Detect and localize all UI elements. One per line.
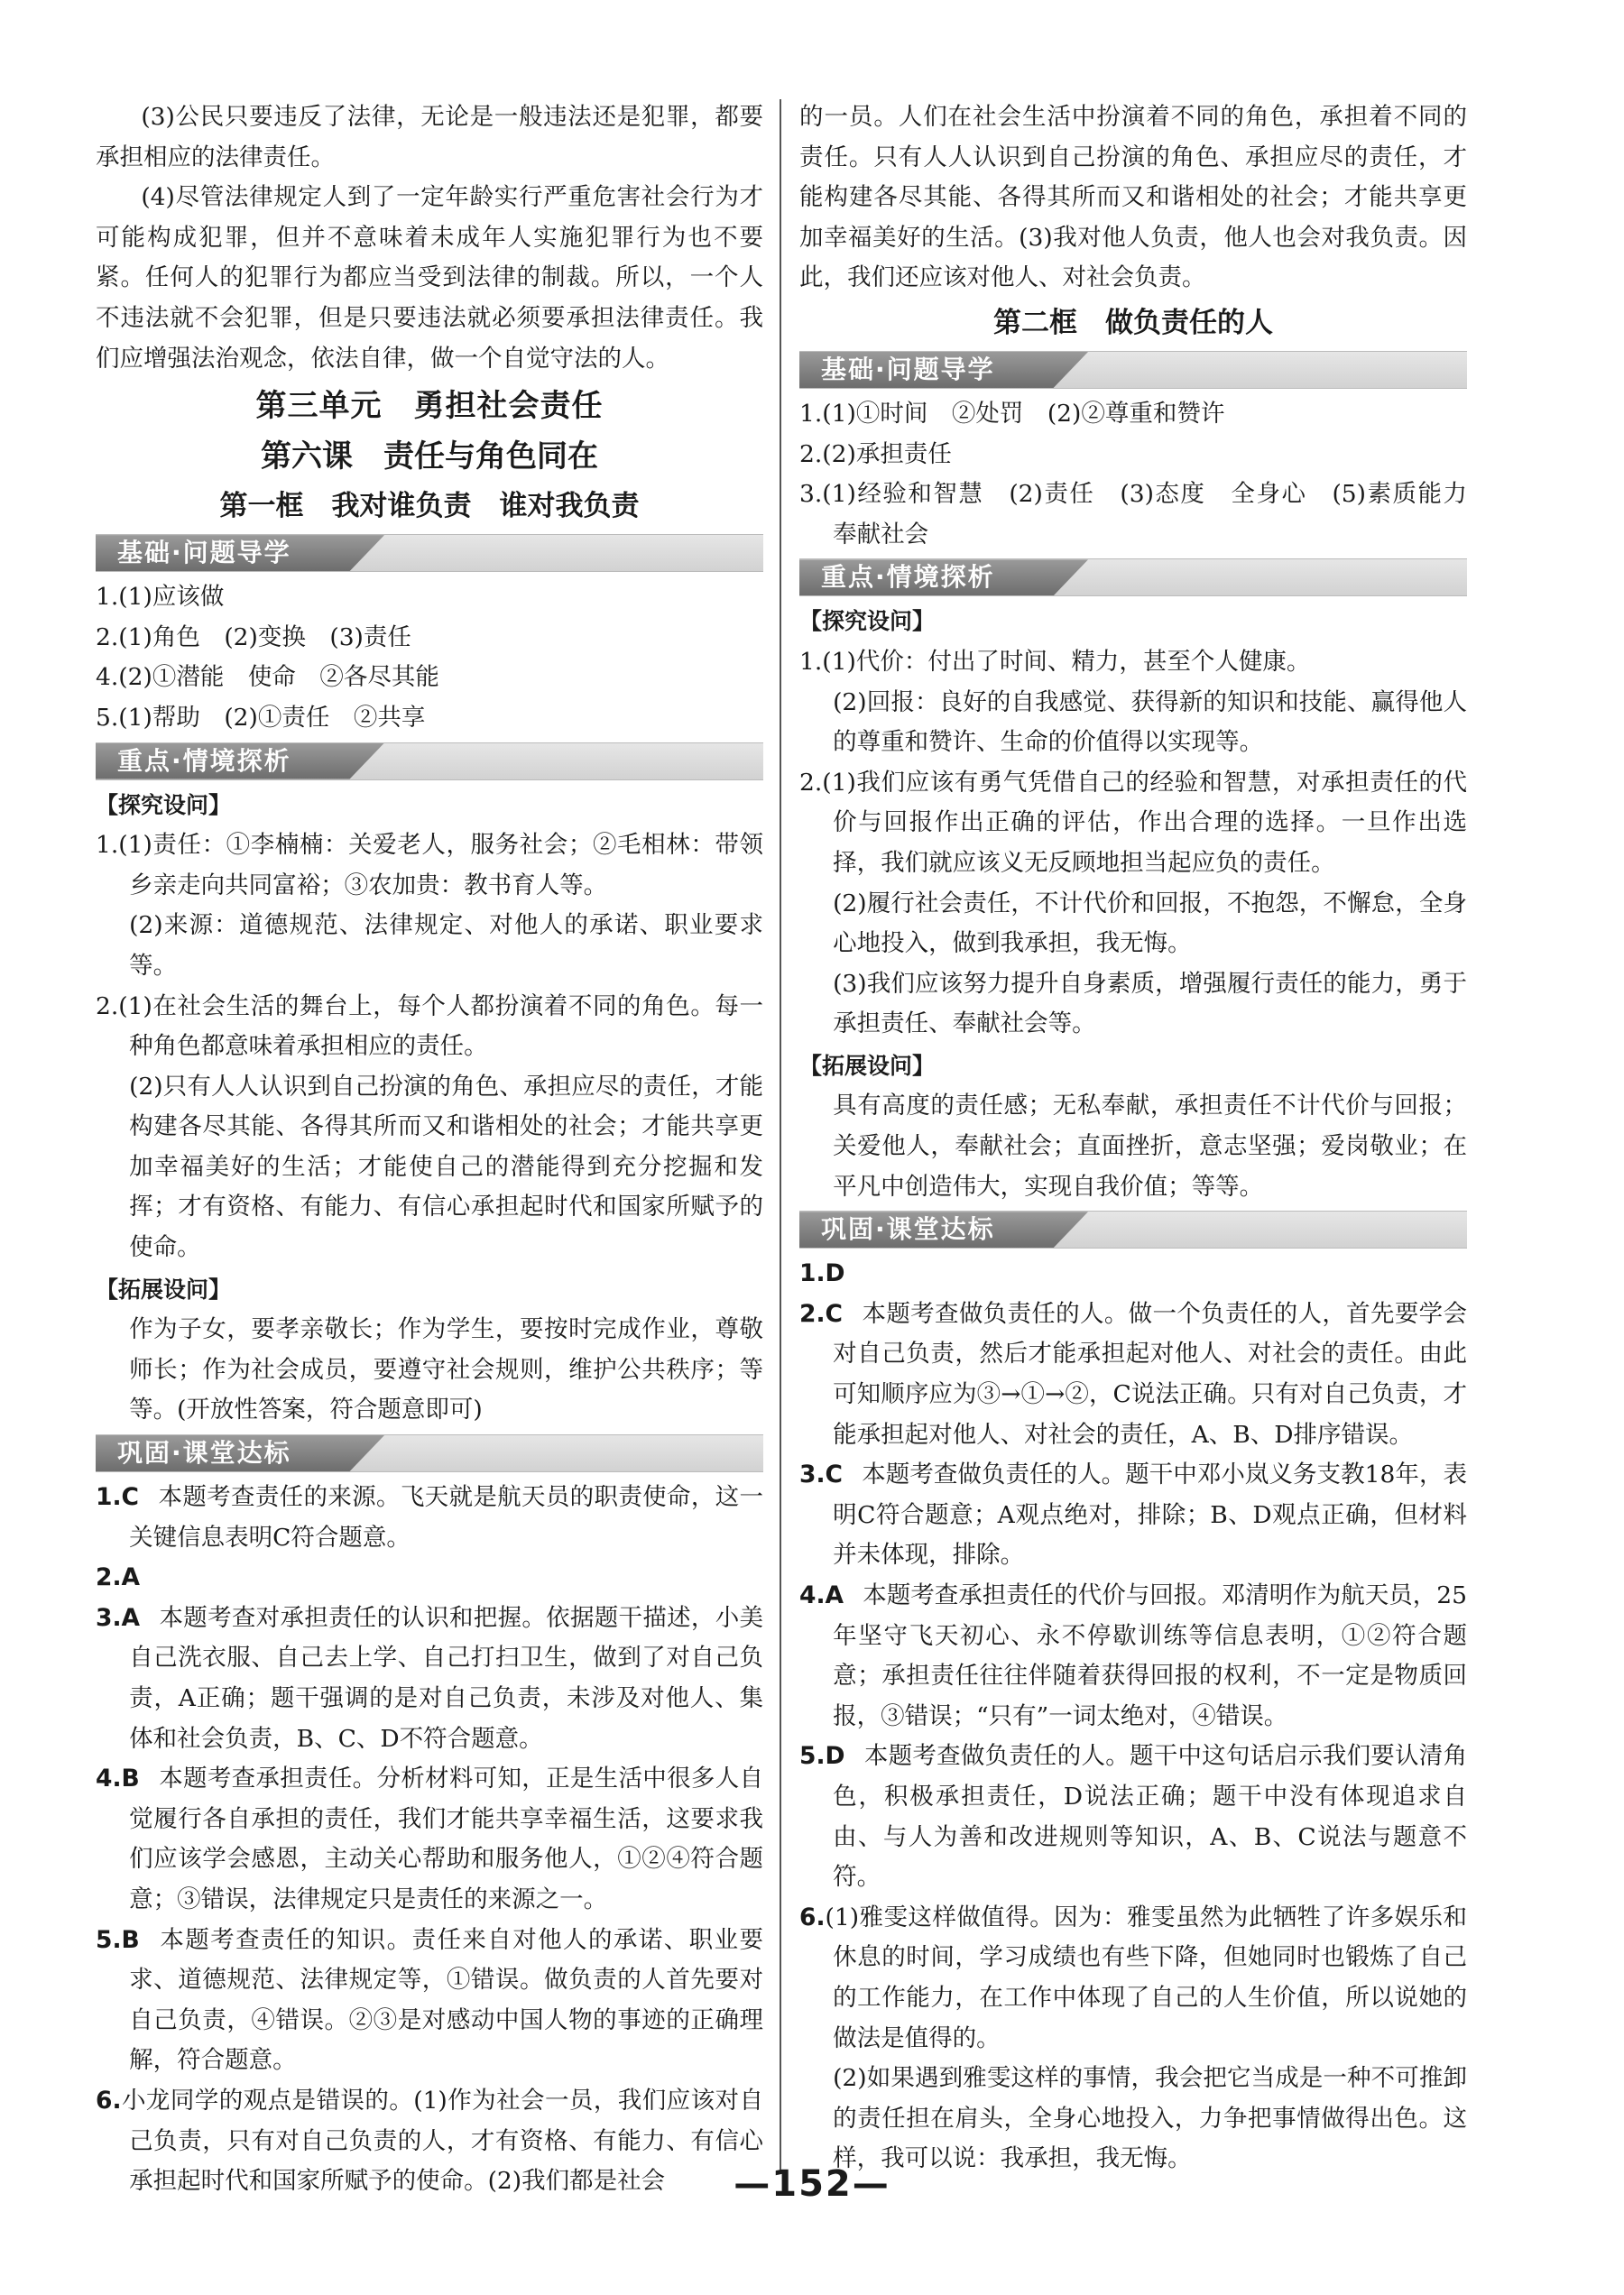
- answer-letter: B: [121, 1925, 140, 1954]
- answer-subitem: 具有高度的责任感；无私奉献，承担责任不计代价与回报；关爱他人，奉献社会；直面挫折，意志坚强；爱岗敬业；在平凡中创造伟大，实现自我价值；等等。: [833, 1092, 1467, 1201]
- left-column: [96, 97, 763, 2202]
- section-banner: [96, 742, 763, 780]
- banner-label: 重点·情境探析: [117, 745, 291, 776]
- section-banner: [96, 1434, 763, 1472]
- item-number: 3.: [799, 1461, 826, 1489]
- banner-label: 重点·情境探析: [821, 562, 995, 593]
- section-banner: [799, 351, 1467, 389]
- question-label: 【探究设问】: [799, 608, 936, 635]
- item-number: 6.: [96, 2086, 122, 2115]
- explanation: (1)雅雯这样做值得。因为：雅雯虽然为此牺牲了许多娱乐和休息的时间，学习成绩也有些下降，但她同时也锻炼了自己的工作能力，在工作中体现了自己的人生价值，所以说她的做法是值得的。: [825, 1903, 1467, 2052]
- answer-item: [96, 1478, 763, 1558]
- explanation: 本题考查承担责任的代价与回报。邓清明作为航天员，25年坚守飞天初心、永不停歇训练等信息表明，①②符合题意；承担责任往往伴随着获得回报的权利，不一定是物质回报，③错误；“只有”一词太绝对，④错误。: [833, 1581, 1467, 1730]
- banner-label: 基础·问题导学: [117, 538, 291, 568]
- answer-item: [799, 1576, 1467, 1737]
- question-label: 【拓展设问】: [96, 1276, 232, 1303]
- item-number: 2.: [799, 1299, 826, 1328]
- answer-subitem: (2)来源：道德规范、法律规定、对他人的承诺、职业要求等。: [129, 911, 763, 980]
- explanation: 本题考查对承担责任的认识和把握。依据题干描述，小美自己洗衣服、自己去上学、自己打扫卫生，做到了对自己负责，A正确；题干强调的是对自己负责，未涉及对他人、集体和社会负责，B、C、D不符合题意。: [129, 1603, 763, 1753]
- answer-item: [799, 1254, 1467, 1295]
- answer-letter: A: [825, 1581, 844, 1609]
- column-divider: [780, 99, 781, 2174]
- answer-letter: D: [825, 1742, 845, 1771]
- answer-item: [799, 1295, 1467, 1455]
- answer-item: [96, 1558, 763, 1599]
- answer-letter: C: [121, 1483, 139, 1512]
- paragraph: (4)尽管法律规定人到了一定年龄实行严重危害社会行为才可能构成犯罪，但并不意味着未成年人实施犯罪行为也不要紧。任何人的犯罪行为都应当受到法律的制裁。所以，一个人不违法就不会犯罪，但是只要违法就必须要承担法律责任。我们应增强法治观念，依法自律，做一个自觉守法的人。: [96, 183, 763, 373]
- banner-label: 巩固·课堂达标: [117, 1438, 291, 1469]
- question-label: 【拓展设问】: [799, 1052, 936, 1079]
- answer-item: 2.(2)承担责任: [799, 439, 952, 468]
- answer-item: [799, 1737, 1467, 1897]
- answer-subitem: 作为子女，要孝亲敬长；作为学生，要按时完成作业，尊敬师长；作为社会成员，要遵守社会规则，维护公共秩序；等等。(开放性答案，符合题意即可): [129, 1315, 763, 1424]
- explanation: 本题考查做负责任的人。题干中邓小岚义务支教18年，表明C符合题意；A观点绝对，排除；B、D观点正确，但材料并未体现，排除。: [833, 1461, 1467, 1570]
- answer-item: 2.(1)在社会生活的舞台上，每个人都扮演着不同的角色。每一种角色都意味着承担相应的责任。: [96, 991, 763, 1061]
- item-number: 5.: [96, 1925, 122, 1954]
- banner-label: 巩固·课堂达标: [821, 1214, 995, 1245]
- answer-letter: C: [825, 1299, 843, 1328]
- answer-item: 1.(1)①时间 ②处罚 (2)②尊重和赞许: [799, 399, 1225, 428]
- right-column: [799, 97, 1491, 2180]
- answer-item: 3.(1)经验和智慧 (2)责任 (3)态度 全身心 (5)素质能力 奉献社会: [799, 480, 1491, 548]
- item-number: 1.: [799, 1259, 826, 1288]
- answer-item: 4.(2)①潜能 使命 ②各尽其能: [96, 663, 439, 692]
- section-banner: [799, 558, 1467, 596]
- explanation: 本题考查承担责任。分析材料可知，正是生活中很多人自觉履行各自承担的责任，我们才能共享幸福生活，这要求我们应该学会感恩，主动关心帮助和服务他人，①②④符合题意；③错误，法律规定只是责任的来源之一。: [129, 1765, 763, 1913]
- banner-label: 基础·问题导学: [821, 354, 995, 384]
- item-number: 4.: [96, 1765, 122, 1793]
- answer-letter: D: [825, 1259, 845, 1288]
- answer-letter: B: [121, 1765, 140, 1793]
- section-banner: [96, 534, 763, 572]
- lesson-title: 第六课 责任与角色同在: [261, 438, 598, 475]
- paragraph: (3)公民只要违反了法律，无论是一般违法还是犯罪，都要承担相应的法律责任。: [96, 103, 763, 171]
- answer-item: 2.(1)我们应该有勇气凭借自己的经验和智慧，对承担责任的代价与回报作出正确的评估，作出合理的选择。一旦作出选择，我们就应该义无反顾地担当起应负的责任。: [799, 768, 1467, 877]
- item-number: 1.: [96, 1483, 122, 1512]
- answer-item: [799, 1898, 1467, 2059]
- answer-subitem: (2)如果遇到雅雯这样的事情，我会把它当成是一种不可推卸的责任担在肩头，全身心地投入，力争把事情做得出色。这样，我可以说：我承担，我无悔。: [833, 2064, 1467, 2173]
- explanation: 本题考查责任的来源。飞天就是航天员的职责使命，这一关键信息表明C符合题意。: [129, 1483, 763, 1552]
- unit-title: 第三单元 勇担社会责任: [255, 388, 604, 425]
- frame-title: 第一框 我对谁负责 谁对我负责: [219, 490, 640, 523]
- answer-item: [96, 1599, 763, 1759]
- item-number: 5.: [799, 1742, 826, 1771]
- item-number: 6.: [799, 1903, 826, 1931]
- item-number: 2.: [96, 1563, 122, 1592]
- item-number: 4.: [799, 1581, 826, 1609]
- paragraph: 的一员。人们在社会生活中扮演着不同的角色，承担着不同的责任。只有人人认识到自己扮演的角色、承担应尽的责任，才能构建各尽其能、各得其所而又和谐相处的社会；才能共享更加幸福美好的生活。(3)我对他人负责，他人也会对我负责。因此，我们还应该对他人、对社会负责。: [799, 103, 1467, 292]
- answer-subitem: (2)只有人人认识到自己扮演的角色、承担应尽的责任，才能构建各尽其能、各得其所而又和谐相处的社会；才能共享更加幸福美好的生活；才能使自己的潜能得到充分挖掘和发挥；才有资格、有能力、有信心承担起时代和国家所赋予的使命。: [129, 1072, 763, 1262]
- answer-item: [96, 1759, 763, 1920]
- answer-item: 2.(1)角色 (2)变换 (3)责任: [96, 622, 411, 651]
- explanation: 本题考查责任的知识。责任来自对他人的承诺、职业要求、道德规范、法律规定等，①错误。做负责的人首先要对自己负责，④错误。②③是对感动中国人物的事迹的正确理解，符合题意。: [129, 1925, 763, 2075]
- answer-item: 5.(1)帮助 (2)①责任 ②共享: [96, 703, 426, 732]
- answer-subitem: (2)履行社会责任，不计代价和回报，不抱怨，不懈怠，全身心地投入，做到我承担，我无悔。: [833, 889, 1467, 958]
- frame-title: 第二框 做负责任的人: [993, 306, 1273, 339]
- section-banner: [799, 1211, 1467, 1249]
- answer-subitem: (3)我们应该努力提升自身素质，增强履行责任的能力，勇于承担责任、奉献社会等。: [833, 969, 1467, 1038]
- explanation: 本题考查做负责任的人。题干中这句话启示我们要认清角色，积极承担责任，D说法正确；题干中没有体现追求自由、与人为善和改进规则等知识，A、B、C说法与题意不符。: [833, 1742, 1467, 1892]
- answer-subitem: (2)回报：良好的自我感觉、获得新的知识和技能、赢得他人的尊重和赞许、生命的价值得以实现等。: [833, 687, 1467, 757]
- answer-letter: A: [121, 1603, 141, 1632]
- answer-item: 1.(1)责任：①李楠楠：关爱老人，服务社会；②毛相林：带领乡亲走向共同富裕；③农加贵：教书育人等。: [96, 831, 763, 899]
- question-label: 【探究设问】: [96, 791, 232, 818]
- answer-letter: C: [825, 1461, 843, 1489]
- answer-item: 1.(1)应该做: [96, 583, 225, 612]
- answer-item: [96, 1921, 763, 2081]
- answer-letter: A: [121, 1563, 141, 1592]
- explanation: 本题考查做负责任的人。做一个负责任的人，首先要学会对自己负责，然后才能承担起对他人、对社会的责任。由此可知顺序应为③→①→②，C说法正确。只有对自己负责，才能承担起对他人、对社会的责任，A、B、D排序错误。: [833, 1299, 1467, 1449]
- page-number: —152—: [734, 2163, 890, 2205]
- answer-item: [799, 1455, 1467, 1576]
- item-number: 3.: [96, 1603, 122, 1632]
- explanation: 小龙同学的观点是错误的。(1)作为社会一员，我们应该对自己负责，只有对自己负责的人，才有资格、有能力、有信心承担起时代和国家所赋予的使命。(2)我们都是社会: [121, 2086, 763, 2196]
- answer-item: 1.(1)代价：付出了时间、精力，甚至个人健康。: [799, 647, 1311, 676]
